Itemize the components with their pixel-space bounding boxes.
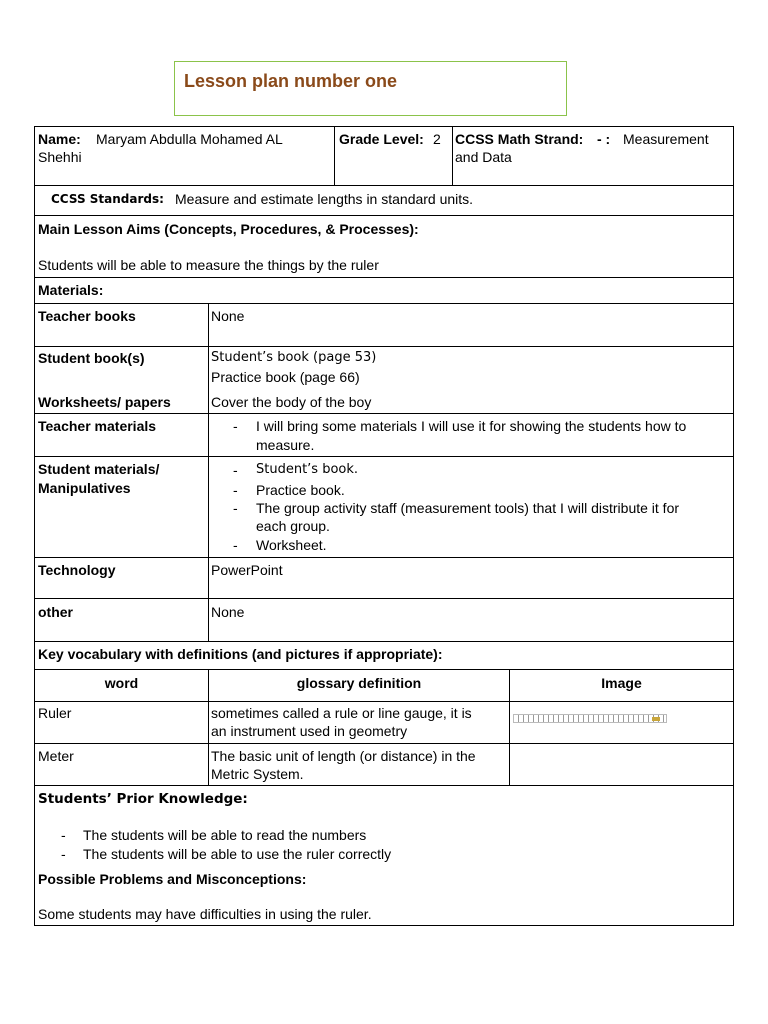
row-divider [34, 701, 734, 702]
row-divider [34, 743, 734, 744]
title-box [174, 61, 567, 116]
student-materials-item: Practice book. [256, 482, 345, 498]
prior-knowledge-item: The students will be able to read the numbers [83, 827, 367, 843]
vocab-col-definition: glossary definition [296, 675, 422, 691]
vocab-word: Meter [38, 748, 74, 764]
col-divider [452, 126, 453, 186]
vocab-word: Ruler [38, 705, 72, 721]
bullet-dash: - [61, 827, 66, 843]
vocab-definition-cont: an instrument used in geometry [211, 723, 408, 739]
strand-separator: - : [597, 131, 611, 147]
technology-value: PowerPoint [211, 562, 283, 578]
vocab-col-word: word [104, 675, 139, 691]
vocab-label: Key vocabulary with definitions (and pictures if appropriate): [38, 646, 443, 662]
student-books-label: Student book(s) [38, 350, 145, 366]
problems-label: Possible Problems and Misconceptions: [38, 871, 307, 887]
row-divider [34, 641, 734, 642]
row-divider [34, 346, 734, 347]
other-label: other [38, 604, 73, 620]
teacher-materials-line: I will bring some materials I will use it for showing the students how to [256, 418, 687, 434]
grade-label: Grade Level: [339, 131, 424, 147]
col-divider [334, 126, 335, 186]
student-materials-label: Student materials/ [38, 461, 160, 477]
student-materials-label-2: Manipulatives [38, 480, 131, 496]
strand-label: CCSS Math Strand: [455, 131, 584, 147]
table-border-right [733, 126, 734, 926]
row-divider [34, 598, 734, 599]
table-border-left [34, 126, 35, 926]
bullet-dash: - [233, 418, 238, 434]
bullet-dash: - [61, 846, 66, 862]
student-books-value: Student’s book (page 53) [211, 350, 377, 365]
row-divider [34, 215, 734, 216]
student-materials-item-cont: each group. [256, 518, 330, 534]
row-divider [34, 669, 734, 670]
student-materials-item: Worksheet. [256, 537, 327, 553]
name-value-cont: Shehhi [38, 149, 82, 165]
vocab-col-image: Image [601, 675, 642, 691]
prior-knowledge-label: Students’ Prior Knowledge: [38, 791, 248, 807]
materials-label: Materials: [38, 282, 104, 298]
teacher-books-value: None [211, 308, 245, 324]
standards-label: CCSS Standards: [51, 192, 164, 206]
row-divider [34, 557, 734, 558]
col-divider [208, 303, 209, 642]
bullet-dash: - [233, 482, 238, 498]
grade-value: 2 [433, 131, 441, 147]
name-label: Name: [38, 131, 81, 147]
standards-value: Measure and estimate lengths in standard units. [175, 191, 474, 207]
row-divider [34, 303, 734, 304]
ruler-image [513, 714, 667, 723]
bullet-dash: - [233, 500, 238, 516]
student-books-value-2: Practice book (page 66) [211, 369, 360, 385]
table-border-top [34, 126, 734, 127]
teacher-materials-line-2: measure. [256, 437, 315, 453]
table-border-bottom [34, 925, 734, 926]
vocab-definition: The basic unit of length (or distance) in the [211, 748, 476, 764]
row-divider [34, 785, 734, 786]
worksheets-label: Worksheets/ papers [38, 394, 171, 410]
page-title: Lesson plan number one [184, 71, 398, 91]
strand-value-cont: and Data [455, 149, 512, 165]
technology-label: Technology [38, 562, 116, 578]
aims-value: Students will be able to measure the things by the ruler [38, 257, 379, 273]
teacher-materials-label: Teacher materials [38, 418, 157, 434]
teacher-books-label: Teacher books [38, 308, 136, 324]
aims-label: Main Lesson Aims (Concepts, Procedures, & Processes): [38, 221, 419, 237]
problems-value: Some students may have difficulties in using the ruler. [38, 906, 372, 922]
prior-knowledge-item: The students will be able to use the ruler correctly [83, 846, 392, 862]
strand-value: Measurement [623, 131, 709, 147]
row-divider [34, 456, 734, 457]
other-value: None [211, 604, 245, 620]
worksheets-value: Cover the body of the boy [211, 394, 372, 410]
row-divider [34, 185, 734, 186]
bullet-dash: - [233, 462, 238, 478]
row-divider [34, 277, 734, 278]
student-materials-item: Student’s book. [256, 462, 359, 477]
vocab-definition: sometimes called a rule or line gauge, it is [211, 705, 472, 721]
row-divider [34, 413, 734, 414]
bullet-dash: - [233, 537, 238, 553]
student-materials-item: The group activity staff (measurement tools) that I will distribute it for [256, 500, 680, 516]
name-value: Maryam Abdulla Mohamed AL [96, 131, 283, 147]
vocab-definition-cont: Metric System. [211, 766, 304, 782]
